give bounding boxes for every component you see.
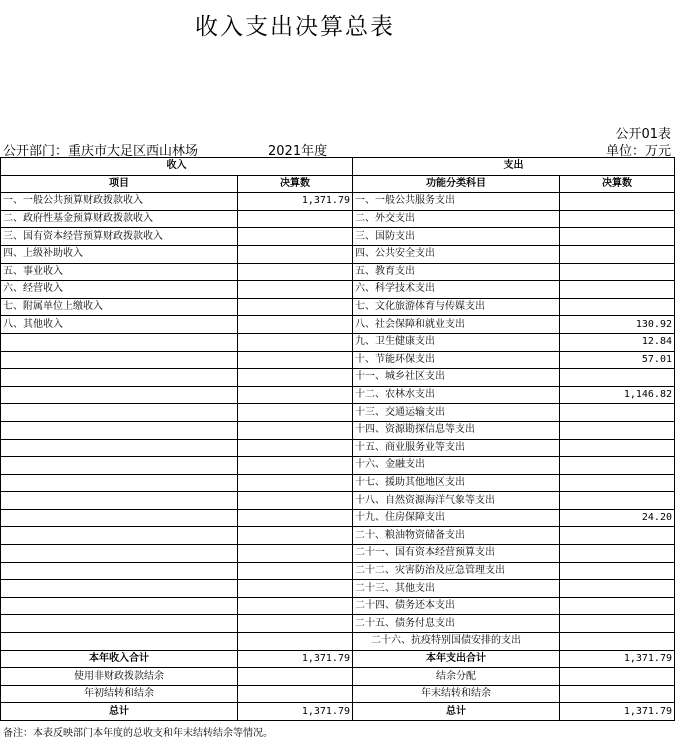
expense-item-cell: 二十四、债务还本支出 (353, 597, 560, 615)
table-row (1, 457, 675, 475)
total-expense-label: 年末结转和结余 (353, 685, 560, 703)
expense-item-cell: 十五、商业服务业等支出 (353, 439, 560, 457)
table-row (1, 509, 675, 527)
unit-label: 单位：万元 (605, 144, 671, 159)
income-item-cell (1, 562, 238, 580)
expense-amount-cell (560, 615, 675, 633)
expense-item-cell: 二十一、国有资本经营预算支出 (353, 545, 560, 563)
table-row (1, 369, 675, 387)
income-amount-cell (238, 369, 353, 387)
income-amount-cell (238, 386, 353, 404)
table-row (1, 298, 675, 316)
table-row (1, 404, 675, 422)
income-amount-cell (238, 316, 353, 334)
total-income-label: 年初结转和结余 (1, 685, 238, 703)
income-amount-cell (238, 351, 353, 369)
table-row (1, 597, 675, 615)
expense-item-cell: 十一、城乡社区支出 (353, 369, 560, 387)
income-amount-cell (238, 210, 353, 228)
income-amount-cell (238, 492, 353, 510)
income-amount-cell (238, 545, 353, 563)
amount-header: 决算数 (238, 175, 353, 193)
income-item-cell: 六、经营收入 (1, 281, 238, 299)
income-amount-cell (238, 527, 353, 545)
income-item-cell (1, 492, 238, 510)
income-item-cell (1, 404, 238, 422)
income-item-cell (1, 527, 238, 545)
column-header-row (1, 175, 675, 193)
income-item-cell: 八、其他收入 (1, 316, 238, 334)
expense-amount-cell (560, 298, 675, 316)
form-number: 公开01表 (615, 127, 671, 142)
total-expense-amount: 1,371.79 (560, 650, 675, 668)
income-item-cell (1, 386, 238, 404)
income-amount-cell (238, 281, 353, 299)
total-income-amount: 1,371.79 (238, 703, 353, 721)
footnote: 备注：本表反映部门本年度的总收支和年末结转结余等情况。 (3, 728, 273, 739)
expense-amount-cell (560, 457, 675, 475)
table-row (1, 386, 675, 404)
table-row (1, 527, 675, 545)
expense-item-cell: 二、外交支出 (353, 210, 560, 228)
expense-item-cell: 八、社会保障和就业支出 (353, 316, 560, 334)
income-amount-cell (238, 509, 353, 527)
income-amount-cell (238, 228, 353, 246)
expense-item-cell: 十、节能环保支出 (353, 351, 560, 369)
income-amount-cell (238, 615, 353, 633)
expense-item-cell: 二十二、灾害防治及应急管理支出 (353, 562, 560, 580)
table-row (1, 545, 675, 563)
table-row (1, 210, 675, 228)
income-item-cell: 五、事业收入 (1, 263, 238, 281)
total-income-amount (238, 668, 353, 686)
income-amount-cell (238, 421, 353, 439)
income-item-cell (1, 333, 238, 351)
total-expense-amount: 1,371.79 (560, 703, 675, 721)
income-item-cell: 一、一般公共预算财政拨款收入 (1, 193, 238, 211)
expense-amount-cell (560, 421, 675, 439)
func-item-header: 功能分类科目 (353, 175, 560, 193)
total-expense-amount (560, 685, 675, 703)
expense-amount-cell (560, 228, 675, 246)
expense-amount-cell (560, 545, 675, 563)
table-row (1, 281, 675, 299)
expense-item-cell: 十六、金融支出 (353, 457, 560, 475)
expense-item-cell: 三、国防支出 (353, 228, 560, 246)
page-title: 收入支出决算总表 (195, 14, 395, 40)
expense-amount-cell (560, 580, 675, 598)
expense-amount-cell (560, 369, 675, 387)
table-row (1, 633, 675, 651)
total-income-amount: 1,371.79 (238, 650, 353, 668)
item-header: 项目 (1, 175, 238, 193)
expense-amount-cell: 24.20 (560, 509, 675, 527)
expense-item-cell: 二十五、债务付息支出 (353, 615, 560, 633)
expense-amount-cell: 1,146.82 (560, 386, 675, 404)
total-row (1, 668, 675, 686)
income-item-cell: 三、国有资本经营预算财政拨款收入 (1, 228, 238, 246)
year-label: 2021年度 (268, 144, 328, 159)
income-amount-cell (238, 474, 353, 492)
expense-item-cell: 十二、农林水支出 (353, 386, 560, 404)
total-row (1, 650, 675, 668)
expense-amount-cell (560, 245, 675, 263)
expense-amount-cell: 130.92 (560, 316, 675, 334)
total-expense-label: 总计 (353, 703, 560, 721)
table-row (1, 562, 675, 580)
expense-item-cell: 七、文化旅游体育与传媒支出 (353, 298, 560, 316)
income-amount-cell (238, 439, 353, 457)
total-expense-label: 本年支出合计 (353, 650, 560, 668)
total-income-label: 总计 (1, 703, 238, 721)
total-income-amount (238, 685, 353, 703)
table-row (1, 439, 675, 457)
expense-item-cell: 二十、粮油物资储备支出 (353, 527, 560, 545)
income-amount-cell (238, 333, 353, 351)
income-amount-cell: 1,371.79 (238, 193, 353, 211)
income-item-cell (1, 615, 238, 633)
table-row (1, 474, 675, 492)
income-amount-cell (238, 404, 353, 422)
expense-item-cell: 十七、援助其他地区支出 (353, 474, 560, 492)
total-income-label: 使用非财政拨款结余 (1, 668, 238, 686)
budget-table (0, 157, 675, 721)
amount2-header: 决算数 (560, 175, 675, 193)
income-item-cell: 七、附属单位上缴收入 (1, 298, 238, 316)
expense-item-cell: 五、教育支出 (353, 263, 560, 281)
income-item-cell (1, 580, 238, 598)
table-row (1, 615, 675, 633)
total-row (1, 685, 675, 703)
expense-item-cell: 四、公共安全支出 (353, 245, 560, 263)
table-row (1, 228, 675, 246)
expense-item-cell: 六、科学技术支出 (353, 281, 560, 299)
expense-amount-cell (560, 527, 675, 545)
table-row (1, 316, 675, 334)
table-row (1, 580, 675, 598)
group-header-row (1, 158, 675, 176)
expense-amount-cell (560, 404, 675, 422)
expense-item-cell: 十三、交通运输支出 (353, 404, 560, 422)
expense-item-cell: 一、一般公共服务支出 (353, 193, 560, 211)
expense-amount-cell (560, 633, 675, 651)
income-amount-cell (238, 263, 353, 281)
total-income-label: 本年收入合计 (1, 650, 238, 668)
income-item-cell (1, 421, 238, 439)
expense-amount-cell (560, 281, 675, 299)
expense-amount-cell (560, 474, 675, 492)
table-row (1, 351, 675, 369)
table-row (1, 421, 675, 439)
income-item-cell (1, 633, 238, 651)
income-item-cell (1, 597, 238, 615)
income-amount-cell (238, 562, 353, 580)
income-amount-cell (238, 633, 353, 651)
income-amount-cell (238, 298, 353, 316)
income-item-cell (1, 545, 238, 563)
income-item-cell (1, 369, 238, 387)
income-amount-cell (238, 580, 353, 598)
expense-item-cell: 二十六、抗疫特别国债安排的支出 (353, 633, 560, 651)
table-row (1, 492, 675, 510)
expense-header: 支出 (353, 158, 675, 176)
income-item-cell (1, 474, 238, 492)
expense-item-cell: 十四、资源勘探信息等支出 (353, 421, 560, 439)
income-amount-cell (238, 457, 353, 475)
total-expense-amount (560, 668, 675, 686)
expense-amount-cell (560, 210, 675, 228)
income-item-cell: 四、上级补助收入 (1, 245, 238, 263)
expense-item-cell: 二十三、其他支出 (353, 580, 560, 598)
expense-amount-cell (560, 492, 675, 510)
expense-amount-cell (560, 562, 675, 580)
table-row (1, 245, 675, 263)
income-amount-cell (238, 245, 353, 263)
department-label: 公开部门：重庆市大足区西山林场 (3, 144, 199, 159)
expense-amount-cell (560, 597, 675, 615)
income-item-cell (1, 439, 238, 457)
expense-item-cell: 十八、自然资源海洋气象等支出 (353, 492, 560, 510)
expense-amount-cell (560, 193, 675, 211)
table-row (1, 333, 675, 351)
expense-amount-cell: 12.84 (560, 333, 675, 351)
table-row (1, 263, 675, 281)
expense-item-cell: 十九、住房保障支出 (353, 509, 560, 527)
total-expense-label: 结余分配 (353, 668, 560, 686)
expense-amount-cell: 57.01 (560, 351, 675, 369)
income-amount-cell (238, 597, 353, 615)
income-item-cell (1, 509, 238, 527)
expense-amount-cell (560, 439, 675, 457)
table-row (1, 193, 675, 211)
income-item-cell (1, 457, 238, 475)
expense-item-cell: 九、卫生健康支出 (353, 333, 560, 351)
income-item-cell (1, 351, 238, 369)
income-header: 收入 (1, 158, 353, 176)
expense-amount-cell (560, 263, 675, 281)
income-item-cell: 二、政府性基金预算财政拨款收入 (1, 210, 238, 228)
total-row (1, 703, 675, 721)
